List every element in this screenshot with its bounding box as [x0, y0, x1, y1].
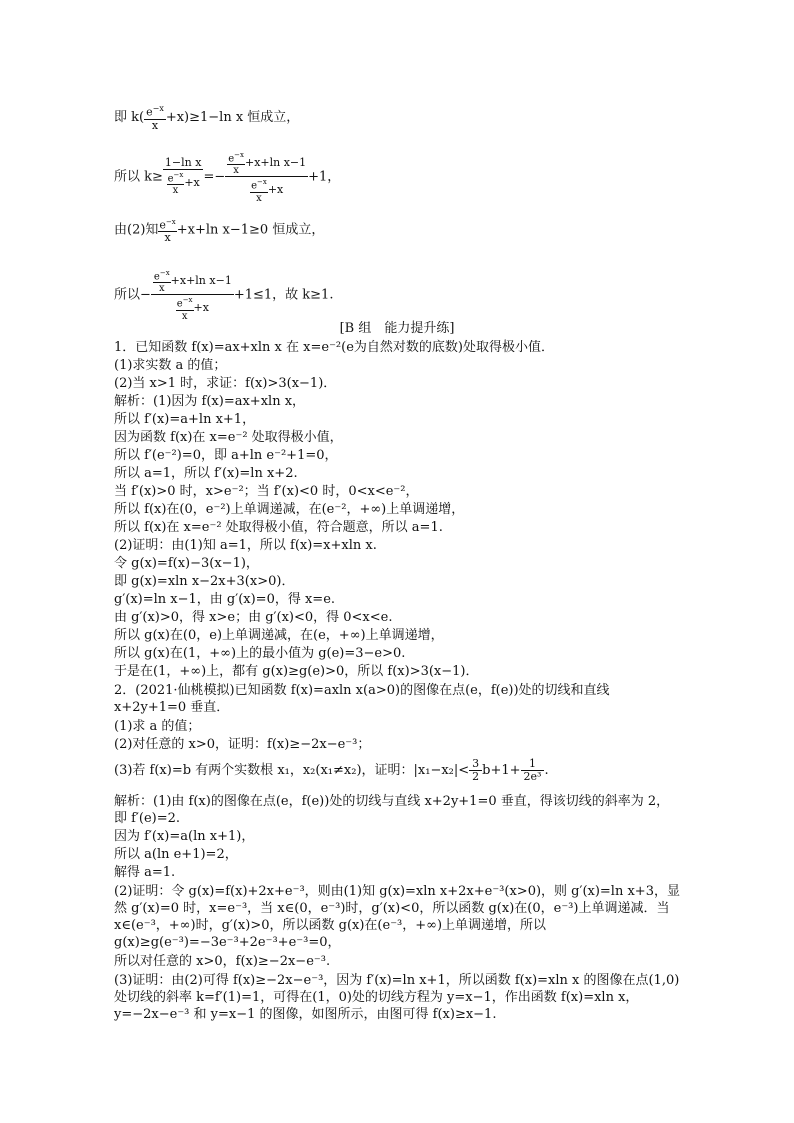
text-line: 所以 a(ln e+1)=2， [114, 847, 238, 862]
text-line: (2)对任意的 x>0，证明：f(x)≥−2x−e⁻³； [114, 737, 371, 752]
fraction-big: $\frac{e^{-x}}{x}$ +x+ln x−1 $\frac{e^{-x}}{x}$ +x [151, 268, 234, 322]
text-line: 所以 g(x)在(0，e)上单调递减，在(e，+∞)上单调递增， [114, 628, 444, 643]
text-line: 所以 f(x)在(0，e⁻²)上单调递减，在(e⁻²，+∞)上单调递增， [114, 502, 465, 517]
problem-2-title: 2．(2021·仙桃模拟)已知函数 f(x)=axln x(a>0)的图像在点(e，f(e))处的切线和直线 x+2y+1=0 垂直． [114, 683, 610, 715]
fraction: $\frac{1}{\text{2e³}}$ [521, 758, 545, 783]
section-title: [B 组 能力提升练] [339, 321, 455, 336]
text-line: 因为函数 f(x)在 x=e⁻² 处取得极小值， [114, 430, 343, 445]
text-line: g′(x)=ln x−1，由 g′(x)=0，得 x=e. [114, 592, 336, 607]
text-line: 所以 a=1，所以 f′(x)=ln x+2. [114, 466, 298, 481]
fraction-big: $\frac{e^{-x}}{x}$ +x+ln x−1 $\frac{e^{-x}}{x}$ +x [225, 150, 308, 204]
equation-line-3: 由(2)知 $\frac{e^{-x}}{x}$ +x+ln x−1≥0 恒成立， [114, 218, 325, 244]
fraction: $\frac{e^{-x}}{x}$ [146, 104, 164, 132]
text-line: 1．已知函数 f(x)=ax+xln x 在 x=e⁻²(e为自然对数的底数)处取得极小值． [114, 340, 554, 355]
text-fragment: 即 k( [114, 109, 145, 125]
text-line: 令 g(x)=f(x)−3(x−1)， [114, 556, 259, 571]
text-line: 即 g(x)=xln x−2x+3(x>0)． [114, 574, 295, 589]
text-line: (2)当 x>1 时，求证：f(x)>3(x−1)． [114, 376, 337, 391]
text-line: 因为 f′(x)=a(ln x+1)， [114, 829, 255, 844]
equation-line-4: 所以− $\frac{e^{-x}}{x}$ +x+ln x−1 $\frac{e^{-x}}{x}$ +x +1≤1，故 k≥1. [114, 269, 334, 322]
equation-line-2: 所以 k≥ 1−ln x $\frac{e^{-x}}{x}$ +x =− $\frac{e^{-x}}{x}$ +x+ln x−1 $\frac{e^{-x}}{x}$ +x +1， [114, 151, 341, 204]
text-line: 解得 a=1. [114, 865, 176, 880]
text-paragraph: (3)证明：由(2)可得 f(x)≥−2x−e⁻³，因为 f′(x)=ln x+1，所以函数 f(x)=xln x 的图像在点(1,0)处切线的斜率 k=f′(1)=1，可得在(1，0)处的切线方程为 y=x−1，作出函数 f(x)=xln x，y=−2x−e⁻³ 和 y=x−1 的图像，如图所示，由图可得 f(x)≥x−1. [114, 973, 680, 1022]
fraction: $\frac{3}{2}$ [469, 758, 482, 783]
text-line: 由 g′(x)>0，得 x>e；由 g′(x)<0，得 0<x<e. [114, 610, 393, 625]
text-line: (1)求 a 的值； [114, 719, 201, 734]
text-line: (1)求实数 a 的值； [114, 358, 227, 373]
text-line: 于是在(1，+∞)上，都有 g(x)≥g(e)>0，所以 f(x)>3(x−1)． [114, 664, 479, 679]
equation-line-1 [114, 103, 680, 132]
text-line: 所以 g(x)在(1，+∞)上的最小值为 g(e)=3−e>0. [114, 646, 406, 661]
text-line: 当 f′(x)>0 时，x>e⁻²；当 f′(x)<0 时，0<x<e⁻²， [114, 484, 419, 499]
text-line: 所以 f′(x)=a+ln x+1， [114, 412, 256, 427]
fraction: 1−ln x $\frac{e^{-x}}{x}$ +x [164, 156, 202, 197]
text-fragment: +x)≥1−ln x 恒成立， [165, 109, 300, 125]
text-line: 所以 f(x)在 x=e⁻² 处取得极小值，符合题意，所以 a=1. [114, 520, 443, 535]
text-line: (2)证明：由(1)知 a=1，所以 f(x)=x+xln x. [114, 538, 377, 553]
text-paragraph: (2)证明：令 g(x)=f(x)+2x+e⁻³，则由(1)知 g(x)=xln x+2x+e⁻³(x>0)，则 g′(x)=ln x+3，显然 g′(x)=0 时，x=e⁻³，当 x∈(0，e⁻³)时，g′(x)<0，所以函数 g(x)在(0，e⁻³)上单调递减．当 x∈(e⁻³，+∞)时，g′(x)>0，所以函数 g(x)在(e⁻³，+∞)上单调递增，所以 g(x)≥g(e⁻³)=−3e⁻³+2e⁻³+e⁻³=0， [114, 884, 680, 950]
text-line: 所以 f′(e⁻²)=0，即 a+ln e⁻²+1=0， [114, 448, 338, 463]
text-line: 解析：(1)因为 f(x)=ax+xln x， [114, 394, 306, 409]
problem-2-q3: (3)若 f(x)=b 有两个实数根 x₁，x₂(x₁≠x₂)，证明：|x₁−x₂|< $\frac{3}{2}$ b+1+ $\frac{1}{\text{2e³}}$ . [114, 757, 549, 783]
text-paragraph: 解析：(1)由 f(x)的图像在点(e，f(e))处的切线与直线 x+2y+1=0 垂直，得该切线的斜率为 2，即 f′(e)=2. [114, 794, 670, 826]
text-line: 所以对任意的 x>0，f(x)≥−2x−e⁻³. [114, 954, 331, 969]
